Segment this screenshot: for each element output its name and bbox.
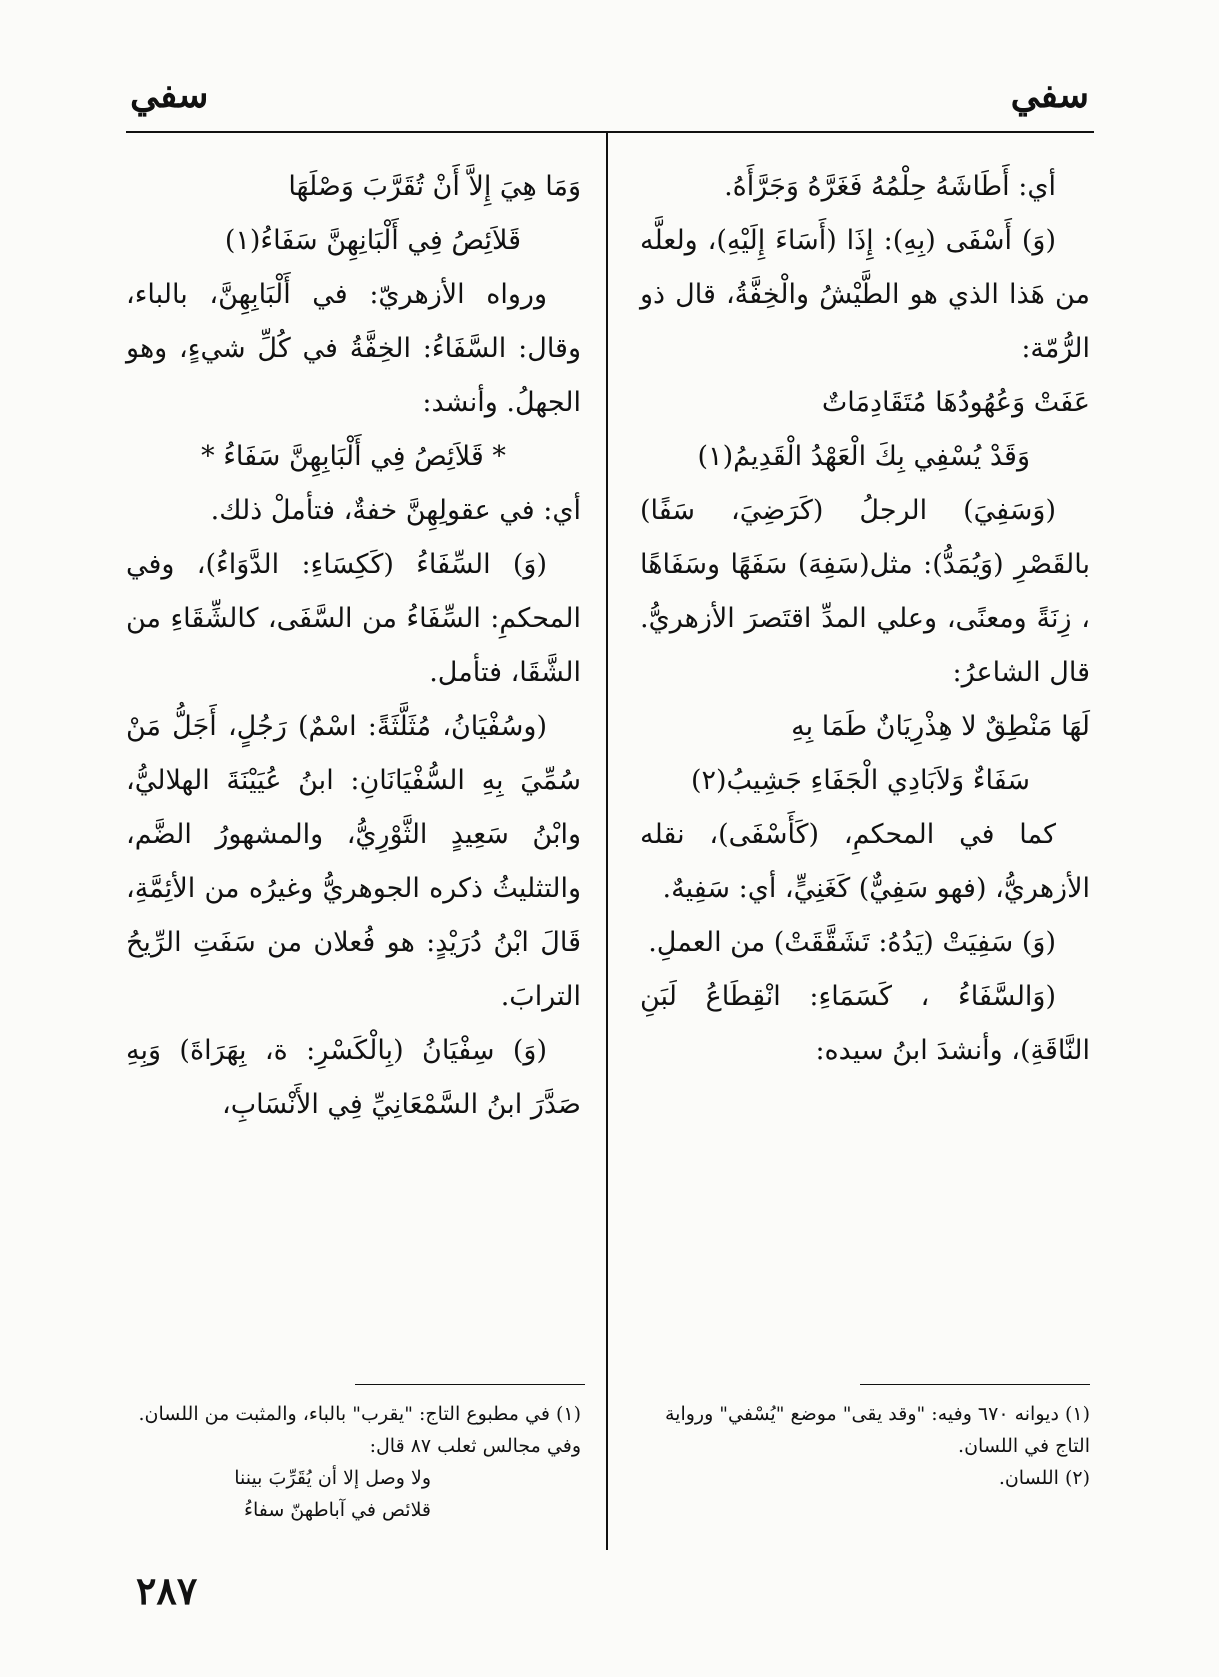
footnote: (١) في مطبوع التاج: "يقرب" بالباء، والمثبت من اللسان. وفي مجالس ثعلب ٨٧ قال: [138,1403,581,1457]
paragraph: أي: أَطَاشَهُ حِلْمُهُ فَغَرَّهُ وَجَرَّأَهُ. [724,171,1056,202]
footnote-verse: قلائص في آباطهنّ سفاءُ [244,1499,431,1521]
paragraph: (وَ) أَسْفَى (بِهِ): إِذَا (أَسَاءَ إِلَيْهِ)، ولعلَّه من هَذا الذي هو الطَّيْشُ والْخِفَّةُ، قال ذو الرُّمّة: [640,225,1090,364]
left-column [126,160,581,1132]
footnote: (٢) اللسان. [998,1467,1090,1489]
verse-line: وَمَا هِيَ إِلاَّ أَنْ تُقَرَّبَ وَصْلَهَا [288,171,581,202]
paragraph: (وَ) السِّفَاءُ (كَكِسَاءِ: الدَّوَاءُ)، وفي المحكمِ: السِّفَاءُ من السَّفَى، كالشِّقَاءِ من الشَّقَا، فتأمل. [126,549,581,688]
running-header-left: سفي [130,74,209,116]
page-number: ٢٨٧ [136,1568,198,1613]
footnotes-left [126,1398,581,1526]
right-column [640,160,1090,1078]
paragraph: كما في المحكمِ، (كَأَسْفَى)، نقله الأزهريُّ، (فهو سَفِيٌّ) كَغَنِيٍّ، أي: سَفِيهٌ. [640,819,1090,904]
footnote-verse: ولا وصل إلا أن يُقَرِّبَ بيننا [234,1467,431,1489]
paragraph: أي: في عقولِهِنَّ خفةٌ، فتأملْ ذلك. [210,495,581,526]
footnote: (١) ديوانه ٦٧٠ وفيه: "وقد يقى" موضع "يُسْفي" ورواية التاج في اللسان. [664,1403,1090,1457]
verse-line: سَفَاءٌ وَلاَبَادِي الْجَفَاءِ جَشِيبُ(٢) [690,765,1030,796]
paragraph: (وَ) سِفْيَانُ (بِالْكَسْرِ: ة، بِهَرَاةَ) وَبِهِ صَدَّرَ ابنُ السَّمْعَانِيِّ فِي الأَنْسَابِ، [126,1035,581,1120]
verse-line: وَقَدْ يُسْفِي بِكَ الْعَهْدُ الْقَدِيمُ(١) [697,441,1030,472]
verse-line: * قَلاَئِصُ فِي أَلْبَابِهِنَّ سَفَاءُ * [201,441,506,472]
paragraph: (وسُفْيَانُ، مُثَلَّثَةً: اسْمٌ) رَجُلٍ، أَجَلُّ مَنْ سُمِّيَ بِهِ السُّفْيَانَانِ: ابنُ عُيَيْنَةَ الهلاليُّ، وابْنُ سَعِيدٍ الثَّوْرِيُّ، والمشهورُ الضَّم، والتثليثُ ذكره الجوهريُّ وغيرُه من الأئِمَّةِ، قَالَ ابْنُ دُرَيْدٍ: هو فُعلان من سَفَتِ الرِّيحُ الترابَ. [126,711,581,1012]
paragraph: (وَالسَّفَاءُ ، كَسَمَاءِ: انْقِطَاعُ لَبَنِ النَّاقَةِ)، وأنشدَ ابنُ سيده: [640,981,1090,1066]
paragraph: (وَ) سَفِيَتْ (يَدُهُ: تَشَقَّقَتْ) من العملِ. [648,927,1056,958]
column-divider [606,131,608,1550]
running-header-right: سفي [1010,74,1089,116]
verse-line: لَهَا مَنْطِقٌ لا هِذْرِيَانٌ طَمَا بِهِ [791,711,1090,742]
header-rule [126,131,1094,133]
paragraph: (وَسَفِيَ) الرجلُ (كَرَضِيَ، سَفًا) بالقَصْرِ (وَيُمَدُّ): مثل(سَفِهَ) سَفَهًا وسَفَاهًا ، زِنَةً ومعنًى، وعلي المدِّ اقتَصرَ الأزهريُّ. قال الشاعرُ: [640,495,1090,688]
paragraph: ورواه الأزهريّ: في أَلْبَابِهِنَّ، بالباء، وقال: السَّفَاءُ: الخِفَّةُ في كُلِّ شيءٍ، وهو الجهلُ. وأنشد: [126,279,581,418]
footnote-rule-left [355,1384,585,1385]
verse-line: قَلاَئِصُ فِي أَلْبَانِهِنَّ سَفَاءُ(١) [224,225,521,256]
footnote-rule-right [860,1384,1090,1385]
verse-line: عَفَتْ وَعُهُودُهَا مُتَقَادِمَاتٌ [821,387,1090,418]
footnotes-right [640,1398,1090,1494]
